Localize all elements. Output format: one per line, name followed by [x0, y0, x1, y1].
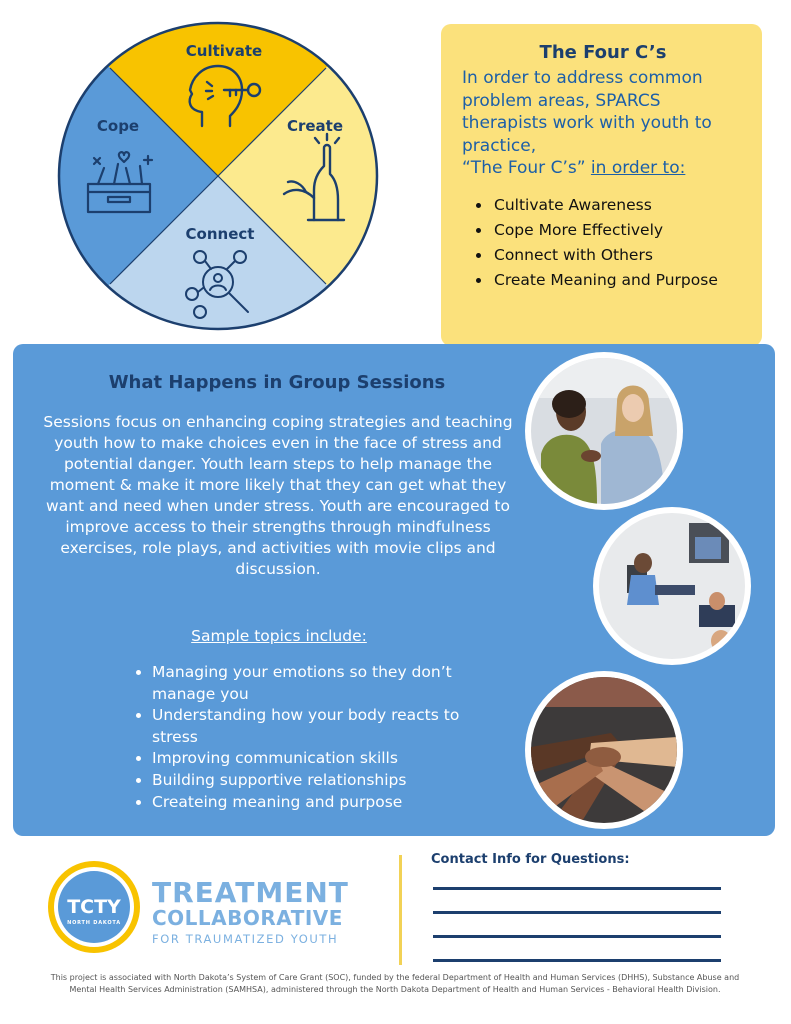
four-cs-card: [441, 24, 762, 346]
four-cs-intro-underlined: in order to:: [590, 158, 686, 178]
logo-line-1: TREATMENT: [152, 876, 349, 909]
wheel-label-cope: Cope: [96, 117, 140, 135]
list-item: • Connect with Others: [492, 243, 744, 268]
wheel-label-connect: Connect: [185, 225, 255, 243]
sessions-title: What Happens in Group Sessions: [108, 372, 446, 393]
topics-list: [138, 662, 492, 813]
logo-line-2: COLLABORATIVE: [152, 906, 343, 930]
contact-line: [433, 959, 721, 962]
wheel-label-create: Create: [286, 117, 344, 135]
contact-title: Contact Info for Questions:: [431, 852, 630, 867]
logo-line-3: FOR TRAUMATIZED YOUTH: [152, 932, 339, 946]
wheel-label-cultivate: Cultivate: [185, 42, 263, 60]
four-cs-list: [462, 193, 744, 293]
tcty-logo: [44, 857, 374, 955]
list-item: • Cope More Effectively: [492, 218, 744, 243]
funding-disclaimer: This project is associated with North Dakota’s System of Care Grant (SOC), funded by the federal Department of Health and Human Services (DHHS), Substance Abuse and Mental Health Services Administration (SAMHSA), administered through the North Dakota Department of Health and Human Services - Behavioral Health Division.: [50, 973, 740, 994]
list-item: • Improving communication skills: [152, 748, 492, 770]
four-cs-wheel: [56, 20, 380, 332]
photo-stacked-hands: [525, 671, 683, 829]
photo-group-circle: [593, 507, 751, 665]
list-item: • Createing meaning and purpose: [152, 792, 492, 814]
list-item: • Managing your emotions so they don’t manage you: [152, 662, 492, 705]
contact-line: [433, 935, 721, 938]
list-item: • Cultivate Awareness: [492, 193, 744, 218]
contact-line: [433, 911, 721, 914]
list-item: • Building supportive relationships: [152, 770, 492, 792]
four-cs-intro-quote: “The Four C’s”: [462, 158, 586, 178]
photo-group-conversation: [525, 352, 683, 510]
group-sessions-panel: [13, 344, 775, 836]
list-item: • Create Meaning and Purpose: [492, 268, 744, 293]
list-item: • Understanding how your body reacts to stress: [152, 705, 492, 748]
footer-divider: [399, 855, 402, 965]
four-cs-title: The Four C’s: [539, 42, 667, 63]
logo-badge-text: TCTY: [67, 896, 121, 918]
topics-title: Sample topics include:: [191, 627, 367, 645]
four-cs-intro: [462, 67, 744, 180]
contact-line: [433, 887, 721, 890]
logo-badge-subtext: NORTH DAKOTA: [67, 920, 121, 926]
four-cs-intro-text: In order to address common problem areas, SPARCS therapists work with youth to practice,: [462, 68, 712, 156]
sessions-body: Sessions focus on enhancing coping strategies and teaching youth how to make choices even in the face of stress and potential danger. Youth learn steps to help manage the moment & make it more likely that they can get what they want and need when under stress. Youth are encouraged to improve access to their strengths through mindfulness exercises, role plays, and activities with movie clips and discussion.: [43, 413, 513, 578]
